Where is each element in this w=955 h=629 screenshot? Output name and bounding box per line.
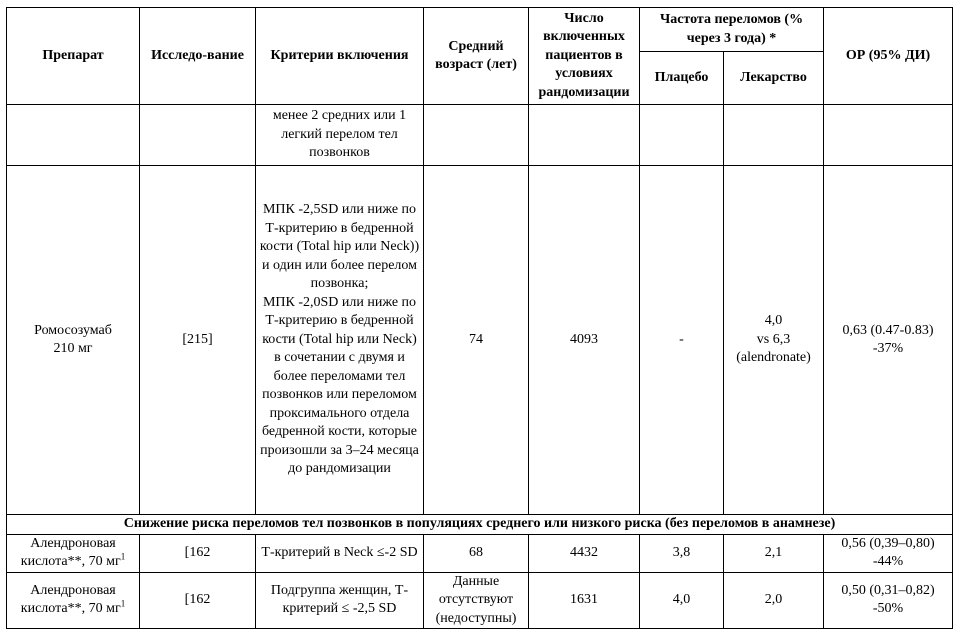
drug-cell: Алендроновая кислота**, 70 $мг^1$ (7, 534, 140, 572)
table-row (7, 166, 953, 515)
header-study: Исследо-вание (140, 8, 256, 105)
header-fracture-rate: Частота переломов (% через 3 года) * (640, 8, 824, 52)
odds-ratio-cell: 0,63 (0.47-0.83) -37% (824, 166, 953, 515)
placebo-cell: - (640, 166, 724, 515)
header-odds-ratio: ОР (95% ДИ) (824, 8, 953, 105)
study-cell: [215] (140, 166, 256, 515)
odds-ratio-cell: 0,56 (0,39–0,80) -44% (824, 534, 953, 572)
header-mean-age: Средний возраст (лет) (424, 8, 529, 105)
odds-ratio-cell: 0,50 (0,31–0,82) -50% (824, 572, 953, 629)
placebo-cell: 4,0 (640, 572, 724, 629)
header-patients: Число включенных пациентов в условиях рандомизации (529, 8, 640, 105)
patients-cell: 4432 (529, 534, 640, 572)
section-title: Снижение риска переломов тел позвонков в популяциях среднего или низкого риска (без переломов в анамнезе) (7, 515, 953, 535)
criteria-cell: Подгруппа женщин, Т-критерий ≤ -2,5 SD (256, 572, 424, 629)
age-cell: 74 (424, 166, 529, 515)
study-cell: [162 (140, 534, 256, 572)
fracture-risk-table (6, 7, 953, 629)
header-drug: Препарат (7, 8, 140, 105)
patients-cell: 4093 (529, 166, 640, 515)
drug-cell: Алендроновая кислота**, 70 $мг^1$ (7, 572, 140, 629)
section-header-row (7, 515, 953, 535)
table-row (7, 105, 953, 166)
placebo-cell: 3,8 (640, 534, 724, 572)
table-row (7, 572, 953, 629)
drug-rate-cell: 2,1 (724, 534, 824, 572)
patients-cell: 1631 (529, 572, 640, 629)
age-cell: Данные отсутствуют (недоступны) (424, 572, 529, 629)
drug-cell: Ромосозумаб 210 мг (7, 166, 140, 515)
study-cell: [162 (140, 572, 256, 629)
criteria-cell: МПК -2,5SD или ниже по Т-критерию в бедренной кости (Total hip или Neck)) и один или более перелом позвонка; МПК -2,0SD или ниже по Т-критерию в бедренной кости (Total hip или Neck) в сочетании с двумя и более переломами тел позвонков или переломом проксимального отдела бедренной кости, которые произошли за 3–24 месяца до рандомизации (256, 166, 424, 515)
drug-rate-cell: 4,0 vs 6,3 (alendronate) (724, 166, 824, 515)
criteria-cell: менее 2 средних или 1 легкий перелом тел позвонков (256, 105, 424, 166)
header-drug-rate: Лекарство (724, 52, 824, 105)
age-cell: 68 (424, 534, 529, 572)
criteria-cell: Т-критерий в Neck ≤-2 SD (256, 534, 424, 572)
header-criteria: Критерии включения (256, 8, 424, 105)
drug-rate-cell: 2,0 (724, 572, 824, 629)
table-row (7, 534, 953, 572)
header-placebo: Плацебо (640, 52, 724, 105)
